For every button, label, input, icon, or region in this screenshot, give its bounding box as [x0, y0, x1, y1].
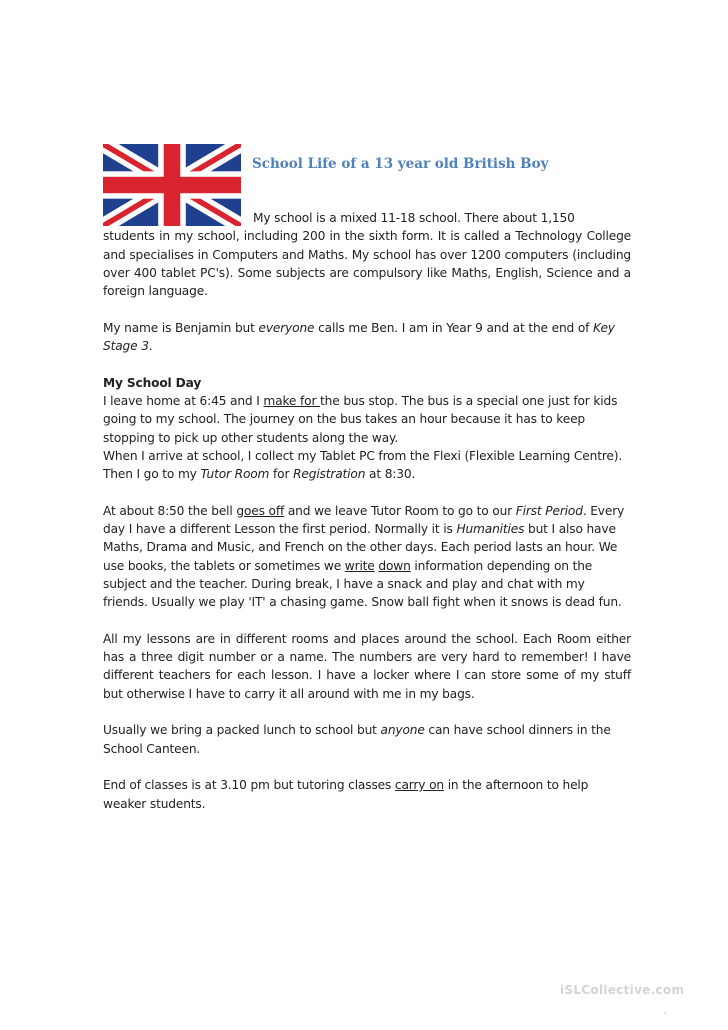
emphasis-tutor-room: Tutor Room: [200, 467, 270, 482]
lunch-paragraph: [103, 721, 631, 758]
text-span: the bus stop. The bus is a special one just for kids going to my school. The journey on the bus takes an hour because it has to keep stopping to pick up other students along the way.: [103, 393, 618, 445]
text-span: information depending on the subject and the teacher. During break, I have a snack and play and chat with my friends. Usually we play 'IT' a chasing game. Snow ball fight when it snows is dead fun.: [103, 558, 622, 610]
intro-first-line: My school is a mixed 11-18 school. There about 1,150: [253, 211, 575, 225]
intro-paragraph: [103, 209, 631, 300]
end-paragraph: [103, 776, 631, 813]
emphasis-anyone: anyone: [380, 723, 425, 738]
document-title: School Life of a 13 year old British Boy: [252, 156, 549, 172]
emphasis-key-stage: Key Stage 3: [103, 320, 615, 354]
text-span: . Every day I have a different Lesson the first period. Normally it is: [103, 503, 625, 537]
text-span: I leave home at 6:45 and I: [103, 393, 264, 408]
text-span: at 8:30.: [365, 467, 416, 482]
text-span: At about 8:50 the bell: [103, 503, 237, 518]
rooms-paragraph: All my lessons are in different rooms and places around the school. Each Room either has a three digit number or a name. The numbers are very hard to remember! I have different teachers for each lesson. I have a locker where I can store some of my stuff but otherwise I have to carry it all around with me in my bags.: [103, 631, 631, 701]
text-span: in the afternoon to help weaker students.: [103, 778, 589, 811]
text-span: and we leave Tutor Room to go to our: [284, 503, 516, 518]
text-span: My name is Benjamin but: [103, 320, 259, 335]
text-span: Usually we bring a packed lunch to school but: [103, 723, 381, 738]
text-span: End of classes is at 3.10 pm but tutoring classes: [103, 778, 395, 793]
underlined-write: write: [344, 558, 375, 573]
underlined-carry-on: carry on: [394, 778, 444, 793]
text-span: for: [269, 467, 294, 482]
section-heading-school-day: My School Day: [103, 375, 202, 390]
emphasis-first-period: First Period: [515, 503, 583, 518]
name-paragraph: [103, 319, 631, 356]
text-span: can have school dinners in the School Canteen.: [103, 723, 611, 756]
emphasis-registration: Registration: [293, 467, 366, 482]
intro-rest: students in my school, including 200 in the sixth form. It is called a Technology College and specialises in Computers and Maths. My school has over 1200 computers (including over 400 tablet PC's). Some subjects are compulsory like Maths, English, Science and a foreign language.: [103, 229, 631, 299]
text-span: calls me Ben. I am in Year 9 and at the end of: [314, 320, 594, 335]
underlined-down: down: [378, 558, 411, 573]
decorative-dot: [664, 1012, 666, 1014]
period-paragraph: [103, 502, 631, 612]
text-span: but I also have Maths, Drama and Music, and French on the other days. Each period lasts an hour. We use books, the tablets or sometimes we: [103, 522, 618, 573]
emphasis-humanities: Humanities: [456, 522, 525, 537]
islcollective-watermark: iSLCollective.com: [560, 983, 685, 997]
underlined-goes-off: goes off: [236, 503, 285, 518]
text-span: .: [148, 339, 153, 354]
document-body: [103, 209, 631, 831]
text-span: When I arrive at school, I collect my Tablet PC from the Flexi (Flexible Learning Centre). Then I go to my: [103, 448, 623, 482]
emphasis-everyone: everyone: [258, 320, 315, 335]
underlined-make-for: make for: [263, 393, 321, 408]
school-day-section: [103, 374, 631, 484]
